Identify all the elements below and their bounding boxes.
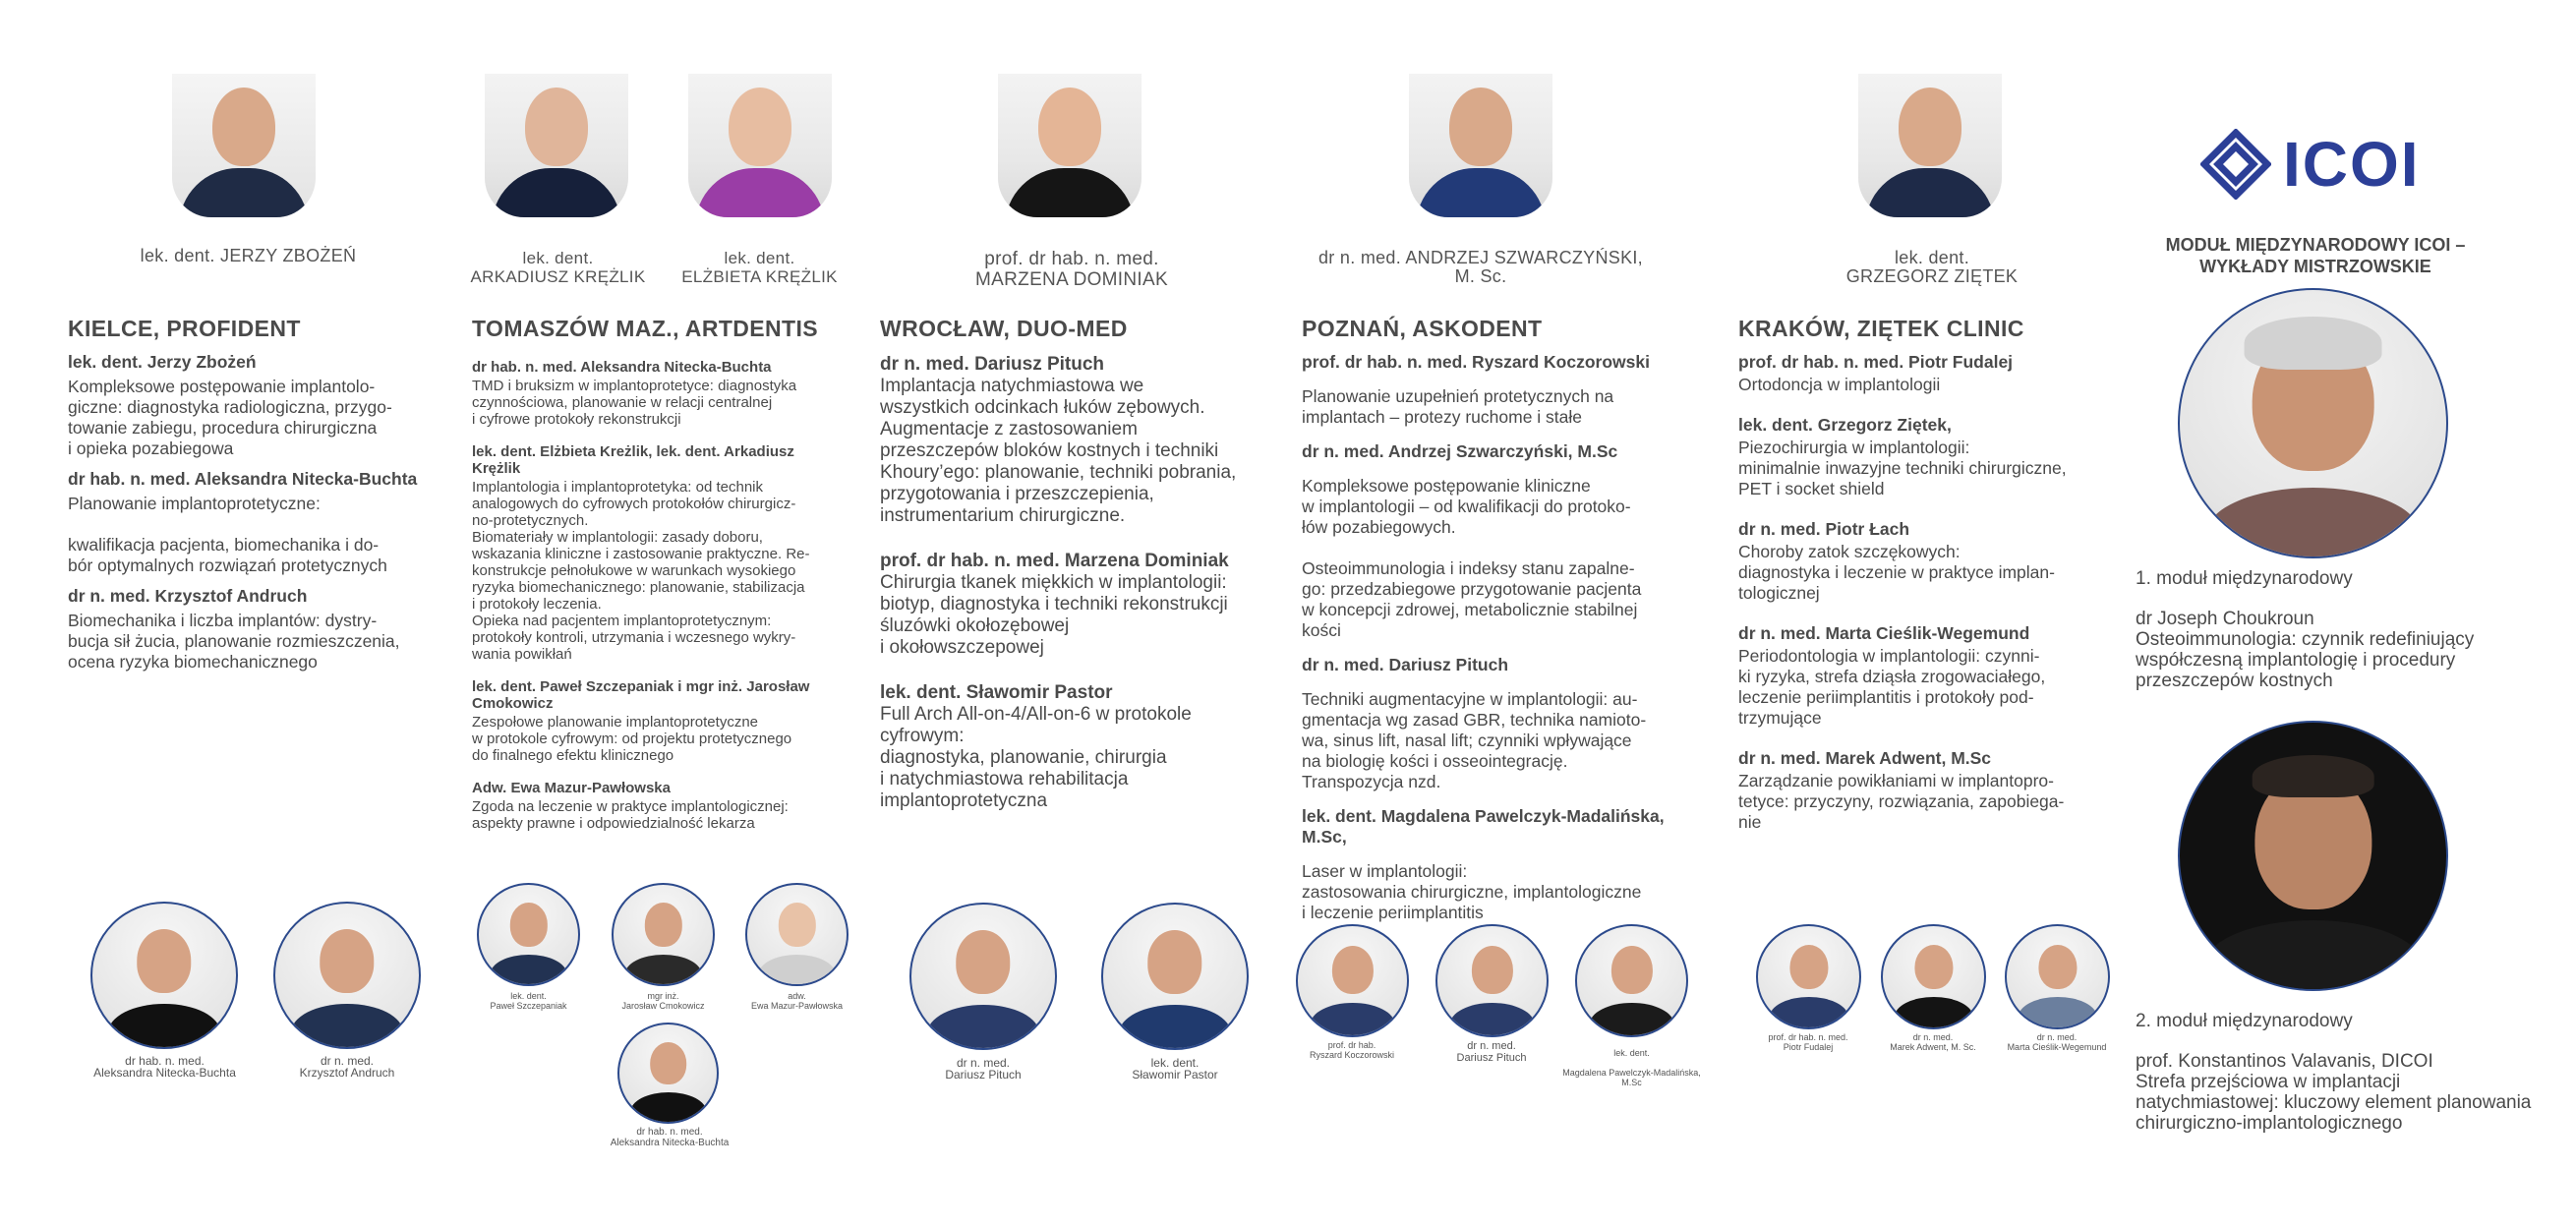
face-pituch-2: [1435, 924, 1549, 1037]
icoi-module-2: [2136, 1011, 2534, 1134]
poznan-program: [1302, 352, 1695, 933]
portrait-caption-krezlik-elzbieta: [664, 249, 855, 286]
lecture-topic: TMD i bruksizm w implantoprotetyce: diagnostyka czynnościowa, planowanie w relacji centralnej i cyfrowe protokoły rekonstrukcji: [472, 378, 797, 428]
lecture-topic: Techniki augmentacyjne w implantologii: au- gmentacja wg zasad GBR, technika namioto- wa, sinus lift, nasal lift; czynniki wpływające na biologię kości i osseointegrację. Transpozycja nzd.: [1302, 689, 1647, 791]
portrait-image: [172, 74, 316, 217]
caption-name: Piotr Fudalej: [1783, 1042, 1834, 1052]
city-wroclaw: WROCŁAW, DUO-MED: [880, 316, 1128, 341]
caption-title: dr n. med.: [320, 1054, 375, 1068]
title-line: MODUŁ MIĘDZYNARODOWY ICOI –: [2165, 235, 2466, 255]
face-nitecka-buchta-2: [617, 1023, 719, 1124]
face-cieslik-wegemund: [2005, 924, 2110, 1029]
speaker-name: dr n. med. Piotr Łach: [1738, 519, 1910, 539]
lecture-topic: Chirurgia tkanek miękkich w implantologii: biotyp, diagnostyka i techniki rekonstrukcji śluzówki okołozębowej i okołowszczepowej: [880, 572, 1228, 658]
face-pawelczyk-madalinska: [1575, 924, 1688, 1037]
lecture-topic: Planowanie implantoprotetyczne: kwalifikacja pacjenta, biomechanika i do- bór optymalnych rozwiązań protetycznych: [68, 494, 387, 575]
face-adwent: [1881, 924, 1986, 1029]
caption-title: adw.: [788, 991, 806, 1001]
face-koczorowski: [1296, 924, 1409, 1037]
speaker-name: lek. dent. Elżbieta Kreżlik, lek. dent. Arkadiusz Krężlik: [472, 443, 794, 477]
city-kielce: KIELCE, PROFIDENT: [68, 316, 301, 341]
lecture-topic: Biomechanika i liczba implantów: dystry- bucja sił żucia, planowanie rozmieszczenia, ocena ryzyka biomechanicznego: [68, 611, 400, 672]
city-tomaszow: TOMASZÓW MAZ., ARTDENTIS: [472, 316, 819, 341]
speaker-name: lek. dent. Magdalena Pawelczyk-Madalińska, M.Sc,: [1302, 806, 1665, 847]
portrait-caption-szwarczynski: [1298, 249, 1664, 286]
city-poznan: POZNAŃ, ASKODENT: [1302, 316, 1543, 341]
lecture-topic: Implantacja natychmiastowa we wszystkich odcinkach łuków zębowych. Augmentacje z zastosowaniem przeszczepów bloków kostnych i techniki Khoury’ego: planowanie, techniki pobrania, przygotowania i przeszczepienia, instrumentarium chirurgiczne.: [880, 376, 1237, 526]
caption-name: MARZENA DOMINIAK: [975, 269, 1168, 290]
portrait-image: [998, 74, 1142, 217]
lecture-topic: Piezochirurgia w implantologii: minimalnie inwazyjne techniki chirurgiczne, PET i socket shield: [1738, 438, 2067, 498]
portrait-caption-zietek: [1839, 249, 2025, 286]
module-label: 2. moduł międzynarodowy: [2136, 1011, 2353, 1031]
caption-title: lek. dent.: [1894, 248, 1970, 267]
krakow-program: [1738, 352, 2132, 843]
caption-title: prof. dr hab.: [1327, 1040, 1376, 1050]
caption-title: dr hab. n. med.: [125, 1054, 205, 1068]
speaker-name: dr n. med. Marek Adwent, M.Sc: [1738, 748, 1992, 768]
logo-text: ICOI: [2283, 129, 2421, 200]
portrait-caption-zbozen: lek. dent. JERZY ZBOŻEŃ: [140, 246, 357, 265]
portrait-krezlik-arkadiusz: [485, 74, 628, 217]
speaker-name: dr n. med. Marta Cieślik-Wegemund: [1738, 623, 2030, 643]
portrait-krezlik-elzbieta: [688, 74, 832, 217]
speaker-name: lek. dent. Grzegorz Ziętek,: [1738, 415, 1952, 435]
speaker-name: dr hab. n. med. Aleksandra Nitecka-Buchta: [68, 469, 418, 489]
speaker-name: lek. dent. Sławomir Pastor: [880, 682, 1113, 703]
caption-name: Krzysztof Andruch: [299, 1066, 395, 1080]
caption-name: Aleksandra Nitecka-Buchta: [610, 1138, 730, 1148]
lecture-topic: Full Arch All-on-4/All-on-6 w protokole cyfrowym: diagnostyka, planowanie, chirurgia i natychmiastowa rehabilitacja implantoprotetyczna: [880, 704, 1192, 811]
speaker-name: dr hab. n. med. Aleksandra Nitecka-Buchta: [472, 359, 772, 376]
lecture-topic: Strefa przejściowa w implantacji natychmiastowej: kluczowy element planowania chirurgiczno-implantologicznego: [2136, 1072, 2532, 1134]
speaker-name: dr Joseph Choukroun: [2136, 609, 2314, 629]
portrait-image: [1409, 74, 1552, 217]
portrait-zietek: [1858, 74, 2002, 217]
face-caption: [1418, 1040, 1565, 1064]
portrait-dominiak: [998, 74, 1142, 217]
lecture-topic: Laser w implantologii: zastosowania chirurgiczne, implantologiczne i leczenie periimplantitis: [1302, 861, 1642, 922]
caption-name: Paweł Szczepaniak: [490, 1001, 567, 1011]
caption-title: lek. dent.: [1613, 1048, 1650, 1058]
speaker-name: dr n. med. Krzysztof Andruch: [68, 586, 308, 606]
face-caption: [890, 1057, 1077, 1081]
caption-name: GRZEGORZ ZIĘTEK: [1845, 266, 2019, 286]
caption-title: lek. dent.: [1150, 1056, 1200, 1070]
face-caption: [1278, 1040, 1426, 1060]
speaker-name: prof. dr hab. n. med. Piotr Fudalej: [1738, 352, 2014, 372]
speaker-name: Adw. Ewa Mazur-Pawłowska: [472, 780, 671, 796]
caption-name: Ryszard Koczorowski: [1309, 1050, 1395, 1060]
face-fudalej: [1756, 924, 1861, 1029]
face-caption: [254, 1055, 440, 1079]
kielce-program: [68, 352, 461, 682]
face-caption: [1983, 1032, 2131, 1052]
portrait-szwarczynski: [1409, 74, 1552, 217]
lecture-topic: Zespołowe planowanie implantoprotetyczne w protokole cyfrowym: od projektu protetycznego do finalnego efektu klinicznego: [472, 714, 792, 764]
portrait-caption-krezlik-arkadiusz: [462, 249, 654, 286]
caption-name: Marta Cieślik-Wegemund: [2007, 1042, 2107, 1052]
speaker-name: prof. Konstantinos Valavanis, DICOI: [2136, 1051, 2433, 1072]
caption-title: lek. dent.: [510, 991, 547, 1001]
caption-title: prof. dr hab. n. med.: [984, 249, 1159, 269]
face-caption: [1082, 1057, 1268, 1081]
caption-name: ELŻBIETA KRĘŻLIK: [681, 267, 838, 286]
caption-name: Sławomir Pastor: [1132, 1068, 1218, 1082]
lecture-topic: Choroby zatok szczękowych: diagnostyka i leczenie w praktyce implan- tologicznej: [1738, 542, 2055, 603]
caption-name: Dariusz Pituch: [945, 1068, 1022, 1082]
face-szczepaniak: [477, 883, 580, 986]
caption-name: Dariusz Pituch: [1456, 1052, 1527, 1064]
lecture-topic: Zgoda na leczenie w praktyce implantologicznej: aspekty prawne i odpowiedzialność lekarza: [472, 798, 789, 832]
icoi-diamond-logo-icon: [2200, 129, 2271, 200]
icoi-logo: [2200, 128, 2421, 201]
caption-title: dr n. med.: [2036, 1032, 2078, 1042]
caption-name: Ewa Mazur-Pawłowska: [750, 1001, 844, 1011]
city-krakow: KRAKÓW, ZIĘTEK CLINIC: [1738, 316, 2024, 341]
face-caption: [69, 1055, 261, 1079]
caption-title: dr n. med.: [956, 1056, 1011, 1070]
speaker-name: prof. dr hab. n. med. Marzena Dominiak: [880, 551, 1229, 571]
speaker-name: dr n. med. Andrzej Szwarczyński, M.Sc: [1302, 441, 1618, 461]
caption-name: Aleksandra Nitecka-Buchta: [93, 1066, 236, 1080]
caption-name: ARKADIUSZ KRĘŻLIK: [470, 267, 646, 286]
face-mazur-pawlowska: [745, 883, 849, 986]
caption-name: Marek Adwent, M. Sc.: [1890, 1042, 1976, 1052]
speaker-name: lek. dent. Paweł Szczepaniak i mgr inż. Jarosław Cmokowicz: [472, 678, 810, 712]
face-caption: [731, 991, 863, 1011]
caption-title: lek. dent.: [522, 249, 594, 267]
portrait-image: [485, 74, 628, 217]
portrait-zbozen: [172, 74, 316, 217]
photo-choukroun: [2178, 288, 2448, 558]
caption-title: mgr inż.: [647, 991, 679, 1001]
lecture-topic: Ortodoncja w implantologii: [1738, 375, 1941, 394]
lecture-topic: Zarządzanie powikłaniami w implantopro- tetyce: przyczyny, rozwiązania, zapobiega- nie: [1738, 771, 2065, 832]
face-andruch: [273, 902, 421, 1049]
caption-name: Jarosław Cmokowicz: [621, 1001, 705, 1011]
caption-name: Magdalena Pawelczyk-Madalińska, M.Sc: [1562, 1068, 1701, 1087]
portrait-image: [1858, 74, 2002, 217]
face-pastor: [1101, 903, 1249, 1050]
wroclaw-program: [880, 354, 1273, 822]
face-caption: [1546, 1038, 1718, 1097]
module-label: 1. moduł międzynarodowy: [2136, 568, 2353, 589]
speaker-name: dr n. med. Dariusz Pituch: [1302, 655, 1509, 674]
lecture-topic: Planowanie uzupełnień protetycznych na implantach – protezy ruchome i stałe: [1302, 386, 1614, 427]
face-caption: [586, 1127, 753, 1148]
face-pituch: [909, 903, 1057, 1050]
caption-title: dr n. med.: [1467, 1040, 1516, 1052]
caption-title: dr n. med.: [1912, 1032, 1954, 1042]
portrait-caption-dominiak: [924, 249, 1219, 290]
tomaszow-program: [472, 359, 860, 842]
lecture-topic: Kompleksowe postępowanie implantolo- giczne: diagnostyka radiologiczna, przygo- towanie zabiegu, procedura chirurgiczna i opieka pozabiegowa: [68, 377, 392, 458]
speaker-name: prof. dr hab. n. med. Ryszard Koczorowski: [1302, 352, 1650, 372]
face-nitecka-buchta: [90, 902, 238, 1049]
caption-title: prof. dr hab. n. med.: [1768, 1032, 1848, 1042]
face-caption: [597, 991, 730, 1011]
face-cmokowicz: [612, 883, 715, 986]
lecture-topic: Kompleksowe postępowanie kliniczne w implantologii – od kwalifikacji do protoko- łów pozabiegowych. Osteoimmunologia i indeksy stanu zapalne- go: przedzabiegowe przygotowanie pacjenta w koncepcji zdrowej, metabolicznie stabilnej kości: [1302, 476, 1642, 640]
photo-valavanis: [2178, 721, 2448, 991]
face-caption: [462, 991, 595, 1011]
icoi-module-title: [2124, 234, 2507, 277]
caption-title: lek. dent.: [724, 249, 795, 267]
title-line: WYKŁADY MISTRZOWSKIE: [2199, 257, 2431, 276]
speaker-name: lek. dent. Jerzy Zbożeń: [68, 352, 257, 372]
lecture-topic: Osteoimmunologia: czynnik redefiniujący współczesną implantologię i procedury przeszczepów kostnych: [2136, 629, 2475, 691]
lecture-topic: Periodontologia w implantologii: czynni- ki ryzyka, strefa dziąsła zrogowaciałego, leczenie periimplantitis i protokoły pod- trzymujące: [1738, 646, 2046, 728]
speaker-name: dr n. med. Dariusz Pituch: [880, 354, 1105, 375]
caption-title: dr n. med. ANDRZEJ SZWARCZYŃSKI,: [1318, 248, 1643, 267]
caption-name: M. Sc.: [1454, 266, 1507, 286]
icoi-module-1: [2136, 568, 2529, 691]
lecture-topic: Implantologia i implantoprotetyka: od technik analogowych do cyfrowych protokołów chirurgicz- no-protetycznych. Biomateriały w implantologii: zasady doboru, wskazania kliniczne i zastosowanie praktyczne. Re- konstrukcje pełnołukowe w warunkach wysokiego ryzyka biomechanicznego: planowanie, stabilizacja i protokoły leczenia. Opieka nad pacjentem implantoprotetycznym: protokoły kontroli, utrzymania i wczesnego wykry- wania powikłań: [472, 479, 810, 663]
caption-title: dr hab. n. med.: [636, 1127, 703, 1138]
portrait-image: [688, 74, 832, 217]
